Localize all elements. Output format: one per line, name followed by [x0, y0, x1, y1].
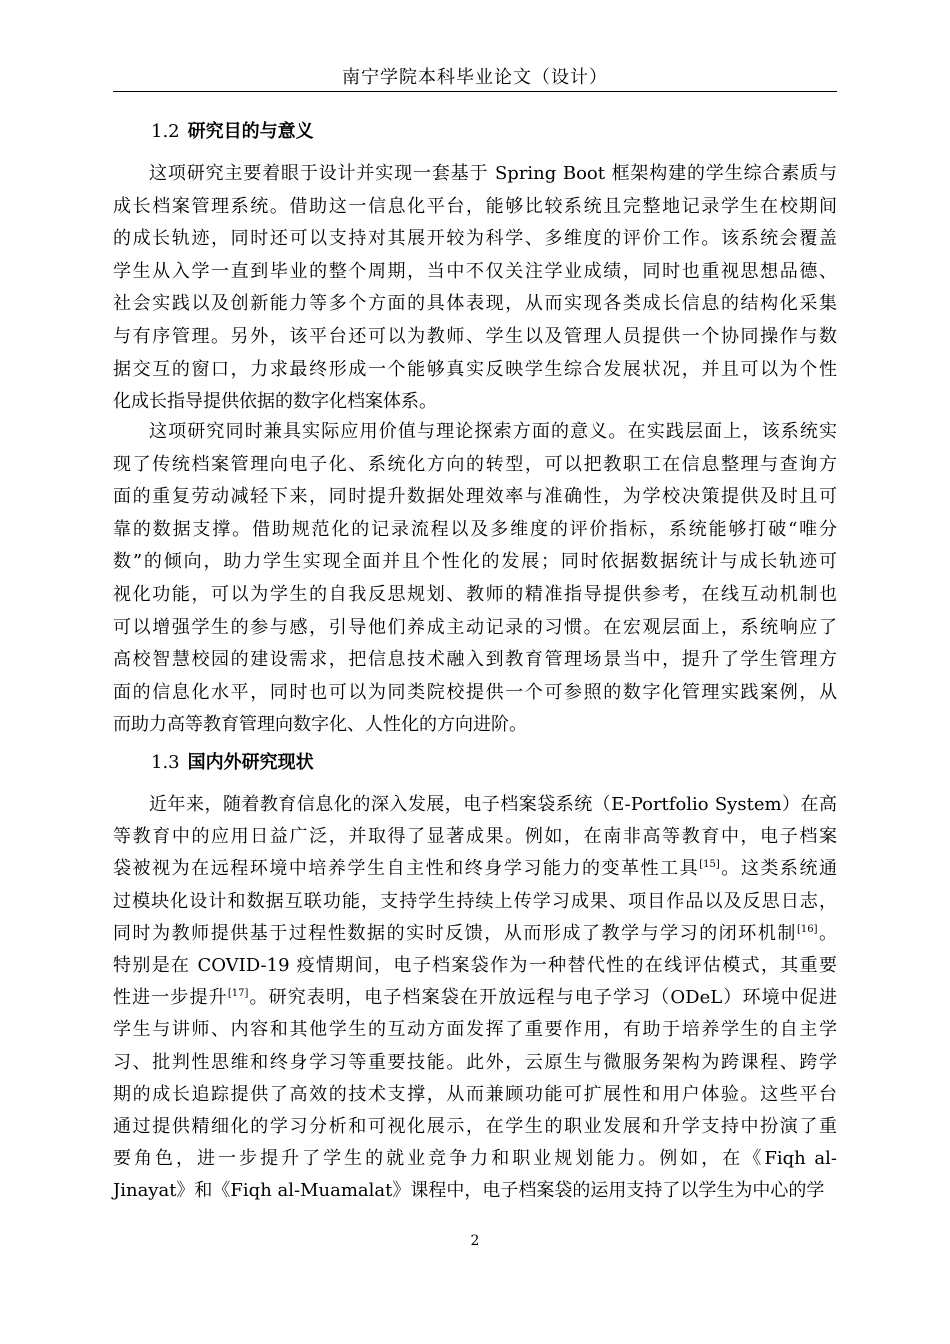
- text-line: [113, 449, 837, 481]
- text-line: [149, 158, 837, 190]
- text-line: [113, 918, 837, 950]
- text-line: [113, 579, 837, 611]
- text-line: [113, 256, 837, 288]
- line-text: 习、批判性思维和终身学习等重要技能。此外，云原生与微服务架构为跨课程、跨学: [113, 1051, 837, 1073]
- line-text: 据交互的窗口，力求最终形成一个能够真实反映学生综合发展状况，并且可以为个性: [113, 358, 837, 380]
- section-title: 国内外研究现状: [187, 752, 314, 773]
- line-text: 袋被视为在远程环境中培养学生自主性和终身学习能力的变革性工具: [113, 858, 700, 880]
- line-text: 近年来，随着教育信息化的深入发展，电子档案袋系统（E-Portfolio System）在高: [149, 794, 837, 815]
- citation-reference: [16]: [796, 923, 818, 935]
- line-text-continued: 。研究表明，电子档案袋在开放远程与电子学习（ODeL）环境中促进: [248, 987, 838, 1009]
- line-text-continued: 。: [817, 922, 838, 944]
- line-text: 特别是在 COVID-19 疫情期间，电子档案袋作为一种替代性的在线评估模式，其重要: [113, 955, 837, 976]
- line-text: 这项研究同时兼具实际应用价值与理论探索方面的意义。在实践层面上，该系统实: [149, 421, 837, 442]
- section-number: 1.2: [151, 121, 180, 142]
- section-heading-1-2: [151, 120, 831, 144]
- line-text: 数”的倾向，助力学生实现全面并且个性化的发展；同时依据数据统计与成长轨迹可: [113, 551, 837, 573]
- section-title: 研究目的与意义: [187, 121, 314, 142]
- text-line: [113, 1047, 837, 1079]
- page-number: 2: [470, 1233, 480, 1249]
- line-text: 现了传统档案管理向电子化、系统化方向的转型，可以把教职工在信息整理与查询方: [113, 453, 837, 475]
- text-line: [113, 321, 837, 353]
- line-text: 通过提供精细化的学习分析和可视化展示，在学生的职业发展和升学支持中扮演了重: [113, 1116, 837, 1137]
- text-line: [149, 789, 837, 821]
- text-line: [113, 223, 837, 255]
- section-number: 1.3: [151, 752, 180, 773]
- text-line: [149, 416, 837, 448]
- line-text-continued: 。这类系统通: [719, 858, 838, 880]
- line-text: 的成长轨迹，同时还可以支持对其展开较为科学、多维度的评价工作。该系统会覆盖: [113, 228, 837, 250]
- line-text: 要角色，进一步提升了学生的就业竞争力和职业规划能力。例如，在《Fiqh al-: [113, 1148, 837, 1170]
- text-line: [113, 1143, 837, 1175]
- line-text: 性进一步提升: [113, 987, 228, 1009]
- line-text: 过模块化设计和数据互联功能，支持学生持续上传学习成果、项目作品以及反思日志，: [113, 890, 837, 912]
- line-text: 视化功能，可以为学生的自我反思规划、教师的精准指导提供参考，在线互动机制也: [113, 584, 837, 605]
- text-line: [113, 1079, 837, 1111]
- text-line: [113, 853, 837, 885]
- line-text: 等教育中的应用日益广泛，并取得了显著成果。例如，在南非高等教育中，电子档案: [113, 826, 837, 848]
- line-text: 期的成长追踪提供了高效的技术支撑，从而兼顾功能可扩展性和用户体验。这些平台: [113, 1083, 837, 1105]
- text-line: [113, 677, 837, 709]
- text-line: [113, 1175, 837, 1207]
- citation-reference: [15]: [699, 859, 720, 871]
- section-heading-1-3: [151, 751, 831, 775]
- line-text: 与有序管理。另外，该平台还可以为教师、学生以及管理人员提供一个协同操作与数: [113, 326, 837, 347]
- line-text: 学生从入学一直到毕业的整个周期，当中不仅关注学业成绩，同时也重视思想品德、: [113, 260, 837, 282]
- line-text: 面的重复劳动减轻下来，同时提升数据处理效率与准确性，为学校决策提供及时且可: [113, 486, 837, 508]
- citation-reference: [17]: [227, 988, 249, 1000]
- text-line: [113, 481, 837, 513]
- text-line: [113, 821, 837, 853]
- text-line: [113, 886, 837, 918]
- text-line: [113, 1111, 837, 1143]
- text-line: [113, 386, 837, 418]
- text-line: [113, 288, 837, 320]
- line-text: 社会实践以及创新能力等多个方面的具体表现，从而实现各类成长信息的结构化采集: [113, 293, 837, 315]
- header-rule: [113, 91, 837, 92]
- line-text: 靠的数据支撑。借助规范化的记录流程以及多维度的评价指标，系统能够打破“唯分: [113, 518, 837, 540]
- text-line: [113, 546, 837, 578]
- text-line: [113, 644, 837, 676]
- line-text: 而助力高等教育管理向数字化、人性化的方向进阶。: [113, 714, 527, 736]
- running-header: 南宁学院本科毕业论文（设计）: [342, 67, 608, 88]
- text-line: [113, 514, 837, 546]
- line-text: Jinayat》和《Fiqh al-Muamalat》课程中，电子档案袋的运用支持了以学生为中心的学: [113, 1180, 825, 1202]
- text-line: [113, 950, 837, 982]
- line-text: 同时为教师提供基于过程性数据的实时反馈，从而形成了教学与学习的闭环机制: [113, 922, 797, 944]
- line-text: 这项研究主要着眼于设计并实现一套基于 Spring Boot 框架构建的学生综合素质与: [149, 163, 837, 184]
- line-text: 高校智慧校园的建设需求，把信息技术融入到教育管理场景当中，提升了学生管理方: [113, 649, 837, 671]
- line-text: 化成长指导提供依据的数字化档案体系。: [113, 391, 437, 413]
- line-text: 学生与讲师、内容和其他学生的互动方面发挥了重要作用，有助于培养学生的自主学: [113, 1019, 837, 1041]
- text-line: [113, 354, 837, 386]
- line-text: 可以增强学生的参与感，引导他们养成主动记录的习惯。在宏观层面上，系统响应了: [113, 616, 837, 638]
- text-line: [113, 1014, 837, 1046]
- text-line: [113, 191, 837, 223]
- line-text: 面的信息化水平，同时也可以为同类院校提供一个可参照的数字化管理实践案例，从: [113, 681, 837, 703]
- text-line: [113, 612, 837, 644]
- line-text: 成长档案管理系统。借助这一信息化平台，能够比较系统且完整地记录学生在校期间: [113, 195, 837, 217]
- text-line: [113, 982, 837, 1014]
- text-line: [113, 709, 837, 741]
